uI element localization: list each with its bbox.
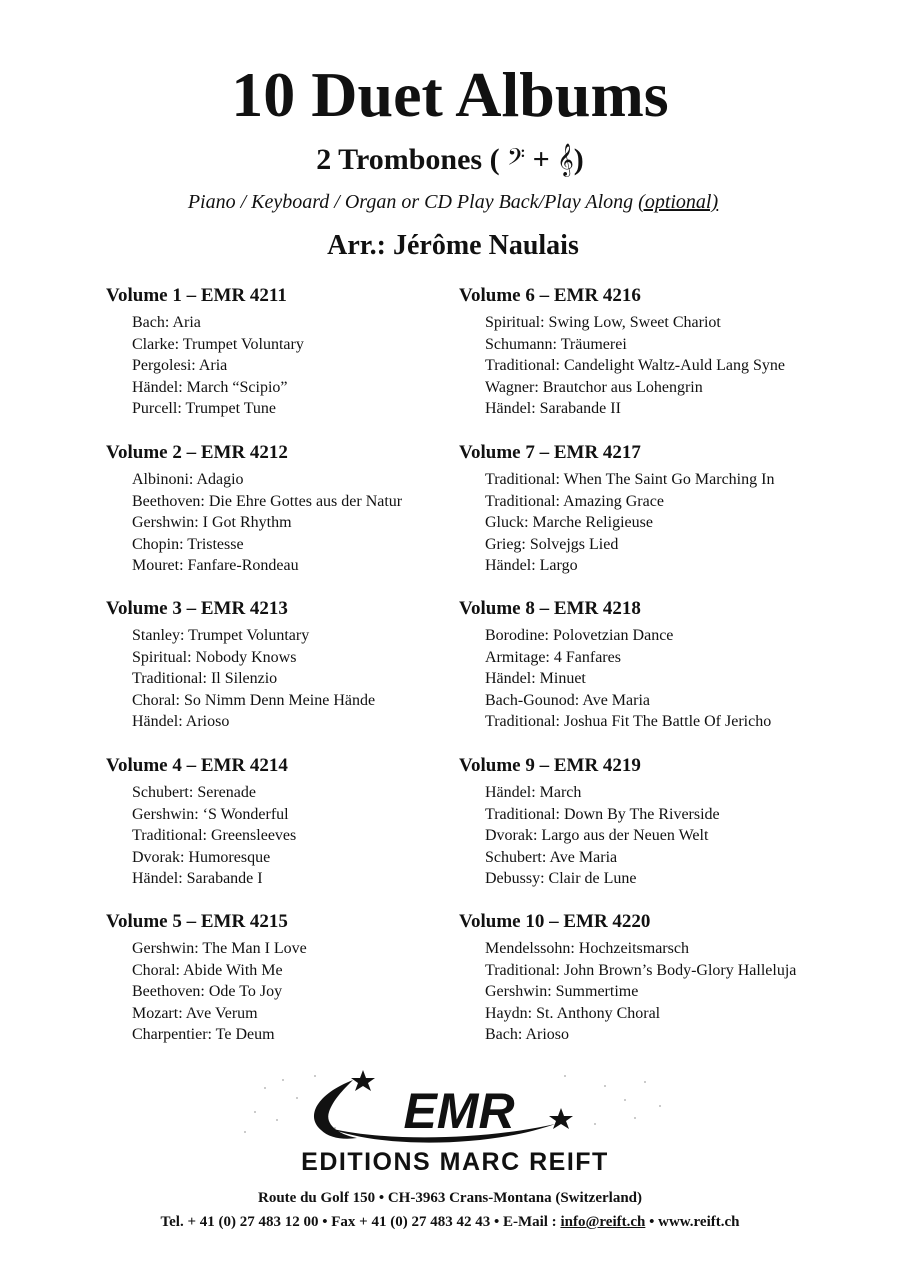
page-title: 10 Duet Albums bbox=[231, 59, 669, 130]
piece-item: Wagner: Brautchor aus Lohengrin bbox=[485, 378, 703, 396]
volume-1 bbox=[106, 282, 506, 420]
piece-item: Traditional: Joshua Fit The Battle Of Jericho bbox=[485, 713, 772, 730]
volume-6 bbox=[459, 282, 859, 420]
piece-item: Chopin: Tristesse bbox=[132, 535, 244, 553]
piece-item: Mozart: Ave Verum bbox=[132, 1004, 258, 1022]
volume-7 bbox=[459, 439, 859, 577]
piece-item: Traditional: Greensleeves bbox=[132, 827, 297, 844]
piece-item: Traditional: Amazing Grace bbox=[485, 492, 664, 510]
piece-item: Schubert: Serenade bbox=[132, 784, 256, 801]
piece-list bbox=[485, 625, 859, 733]
plus-sign: + bbox=[532, 143, 550, 176]
piece-item: Bach: Aria bbox=[132, 314, 201, 331]
publisher-contact bbox=[0, 1210, 900, 1234]
piece-item: Gershwin: Summertime bbox=[485, 983, 639, 1000]
piece-item: Choral: Abide With Me bbox=[132, 961, 283, 979]
volume-10 bbox=[459, 908, 859, 1046]
piece-item: Choral: So Nimm Denn Meine Hände bbox=[132, 691, 376, 709]
accompaniment-text: Piano / Keyboard / Organ or CD Play Back/Play Along bbox=[187, 191, 639, 213]
piece-item: Traditional: When The Saint Go Marching In bbox=[485, 471, 775, 488]
piece-item: Beethoven: Ode To Joy bbox=[132, 983, 283, 1000]
piece-item: Stanley: Trumpet Voluntary bbox=[132, 627, 310, 644]
phone-fax: Tel. + 41 (0) 27 483 12 00 • Fax + 41 (0) 27 483 42 43 • E-Mail : bbox=[160, 1214, 561, 1230]
piece-list bbox=[132, 782, 506, 890]
piece-list bbox=[485, 782, 859, 890]
bass-clef-icon: 𝄢 bbox=[507, 143, 526, 176]
piece-item: Bach: Arioso bbox=[485, 1026, 569, 1043]
piece-item: Gershwin: ‘S Wonderful bbox=[132, 805, 289, 823]
volume-heading: Volume 2 – EMR 4212 bbox=[106, 442, 288, 463]
piece-item: Schumann: Träumerei bbox=[485, 335, 627, 353]
piece-item: Mendelssohn: Hochzeitsmarsch bbox=[485, 940, 689, 957]
piece-item: Borodine: Polovetzian Dance bbox=[485, 627, 674, 644]
piece-list bbox=[132, 312, 506, 420]
volume-heading: Volume 7 – EMR 4217 bbox=[459, 442, 641, 463]
piece-list bbox=[485, 469, 859, 577]
piece-item: Händel: Largo bbox=[485, 557, 578, 574]
piece-item: Beethoven: Die Ehre Gottes aus der Natur bbox=[132, 492, 403, 510]
piece-item: Händel: March bbox=[485, 784, 582, 801]
star-icon bbox=[351, 1070, 375, 1091]
subtitle-suffix: ) bbox=[573, 143, 584, 176]
piece-item: Mouret: Fanfare-Rondeau bbox=[132, 557, 299, 574]
optional-note: (optional) bbox=[638, 191, 719, 213]
piece-item: Purcell: Trumpet Tune bbox=[132, 400, 277, 417]
piece-item: Traditional: Candelight Waltz-Auld Lang Syne bbox=[485, 357, 786, 374]
piece-item: Händel: Sarabande I bbox=[132, 870, 263, 887]
volume-9 bbox=[459, 752, 859, 890]
piece-item: Debussy: Clair de Lune bbox=[485, 870, 637, 887]
publisher-name: EDITIONS MARC REIFT bbox=[301, 1148, 609, 1176]
piece-item: Händel: Sarabande II bbox=[485, 400, 621, 417]
volume-heading: Volume 6 – EMR 4216 bbox=[459, 285, 641, 306]
piece-item: Gershwin: The Man I Love bbox=[132, 940, 307, 957]
piece-item: Dvorak: Largo aus der Neuen Welt bbox=[485, 827, 709, 844]
piece-list bbox=[132, 469, 506, 577]
piece-list bbox=[485, 938, 859, 1046]
piece-item: Albinoni: Adagio bbox=[132, 471, 244, 488]
volume-2 bbox=[106, 439, 506, 577]
star-icon bbox=[549, 1108, 573, 1129]
piece-item: Armitage: 4 Fanfares bbox=[485, 648, 621, 666]
volume-3 bbox=[106, 595, 506, 733]
piece-item: Schubert: Ave Maria bbox=[485, 848, 618, 866]
treble-clef-icon: 𝄞 bbox=[557, 143, 574, 176]
piece-item: Gershwin: I Got Rhythm bbox=[132, 514, 292, 531]
logo-mark: EMR bbox=[403, 1083, 515, 1139]
volume-heading: Volume 9 – EMR 4219 bbox=[459, 755, 641, 776]
piece-list bbox=[132, 938, 506, 1046]
piece-item: Händel: Arioso bbox=[132, 713, 230, 730]
piece-item: Händel: March “Scipio” bbox=[132, 378, 288, 396]
piece-item: Gluck: Marche Religieuse bbox=[485, 514, 653, 531]
volume-8 bbox=[459, 595, 859, 733]
piece-item: Charpentier: Te Deum bbox=[132, 1026, 275, 1043]
emr-logo bbox=[225, 1068, 685, 1180]
piece-item: Dvorak: Humoresque bbox=[132, 848, 271, 866]
volume-heading: Volume 4 – EMR 4214 bbox=[106, 755, 288, 776]
piece-item: Traditional: Il Silenzio bbox=[132, 670, 278, 687]
piece-item: Händel: Minuet bbox=[485, 670, 586, 687]
volume-heading: Volume 1 – EMR 4211 bbox=[106, 285, 287, 306]
volume-heading: Volume 5 – EMR 4215 bbox=[106, 911, 288, 932]
piece-item: Spiritual: Nobody Knows bbox=[132, 648, 297, 666]
piece-item: Traditional: Down By The Riverside bbox=[485, 805, 720, 823]
email-link[interactable]: info@reift.ch bbox=[560, 1214, 646, 1230]
piece-item: Bach-Gounod: Ave Maria bbox=[485, 691, 650, 709]
volume-heading: Volume 3 – EMR 4213 bbox=[106, 598, 288, 619]
accompaniment-line bbox=[0, 188, 900, 216]
instrumentation bbox=[0, 140, 900, 180]
piece-list bbox=[485, 312, 859, 420]
piece-list bbox=[132, 625, 506, 733]
piece-item: Haydn: St. Anthony Choral bbox=[485, 1004, 661, 1022]
piece-item: Clarke: Trumpet Voluntary bbox=[132, 335, 304, 353]
piece-item: Pergolesi: Aria bbox=[132, 357, 228, 374]
volume-heading: Volume 10 – EMR 4220 bbox=[459, 911, 651, 932]
publisher-address: Route du Golf 150 • CH-3963 Crans-Montana (Switzerland) bbox=[258, 1190, 642, 1206]
subtitle-prefix: 2 Trombones ( bbox=[316, 143, 500, 176]
piece-item: Traditional: John Brown’s Body-Glory Halleluja bbox=[485, 961, 797, 979]
arranger-credit: Arr.: Jérôme Naulais bbox=[327, 230, 579, 261]
website-link[interactable]: • www.reift.ch bbox=[645, 1214, 740, 1230]
volume-heading: Volume 8 – EMR 4218 bbox=[459, 598, 641, 619]
volume-4 bbox=[106, 752, 506, 890]
piece-item: Grieg: Solvejgs Lied bbox=[485, 535, 619, 553]
piece-item: Spiritual: Swing Low, Sweet Chariot bbox=[485, 314, 721, 331]
volume-5 bbox=[106, 908, 506, 1046]
